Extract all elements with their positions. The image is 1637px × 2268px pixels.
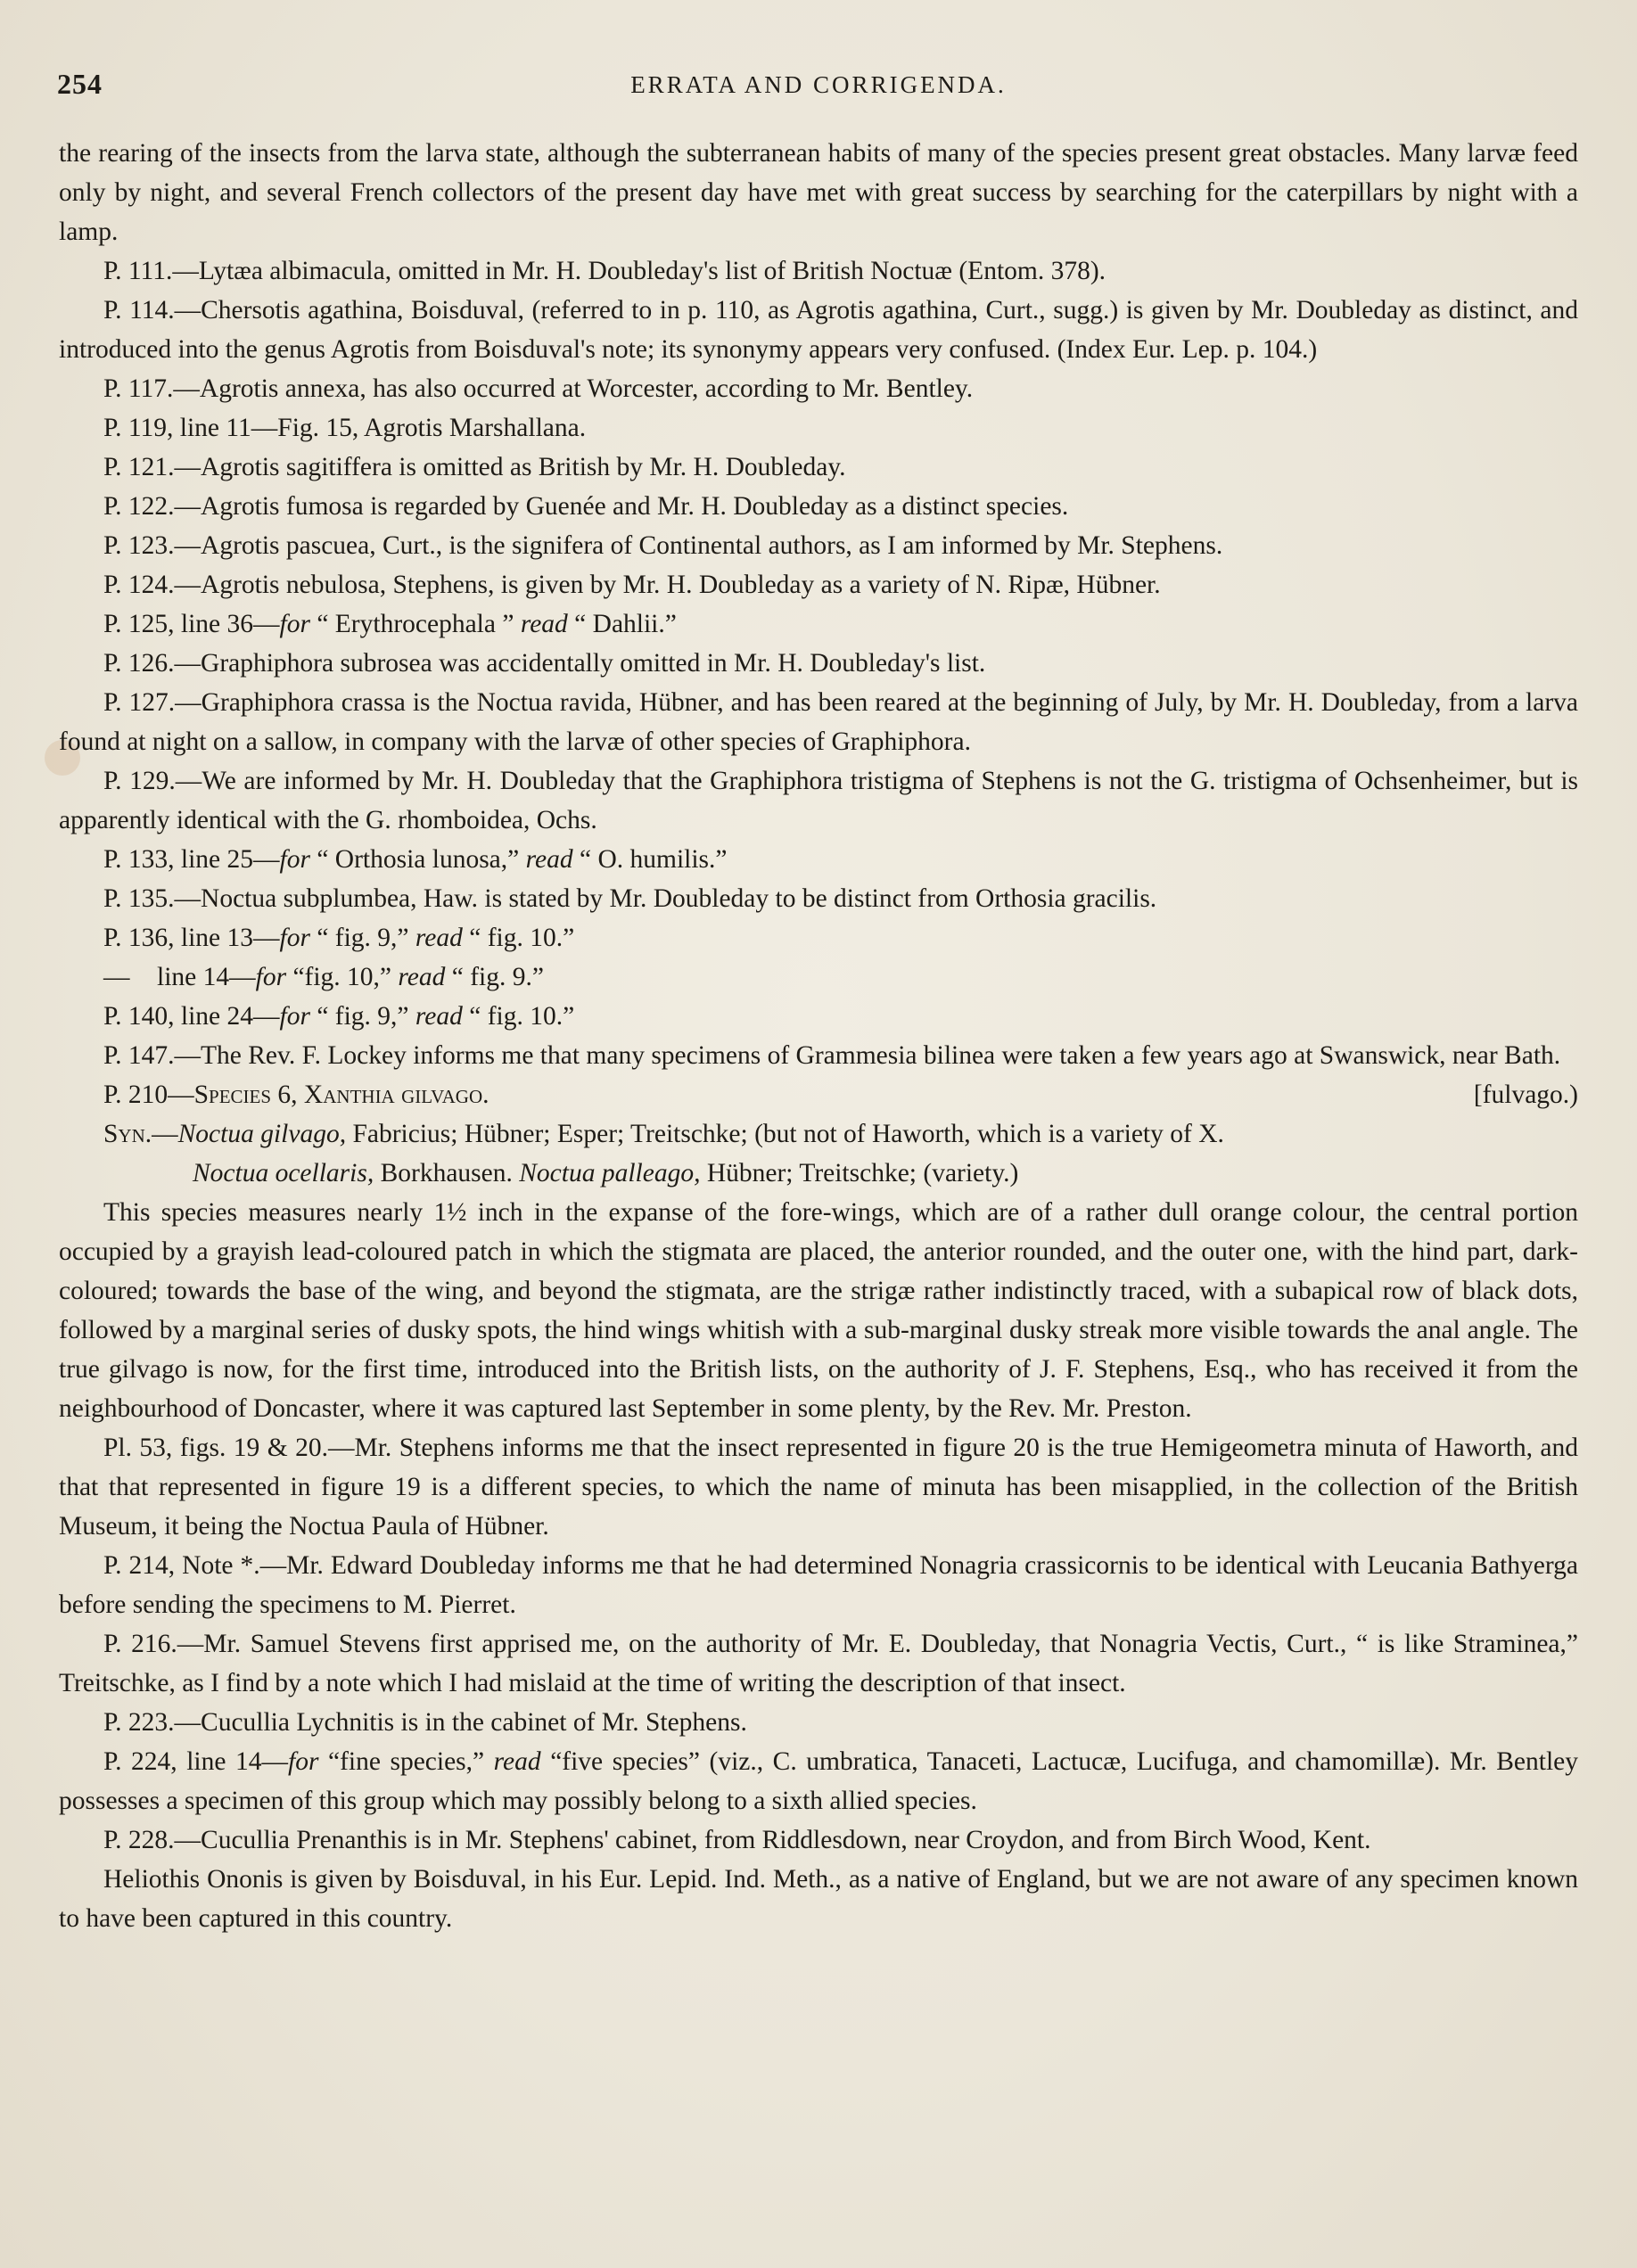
- read-word: read: [493, 1747, 541, 1776]
- entry-p124: P. 124.—Agrotis nebulosa, Stephens, is given by Mr. H. Doubleday as a variety of N. Ripæ, Hübner.: [103, 571, 1161, 599]
- syn-authors-2: Borkhausen.: [374, 1159, 520, 1187]
- entry-p119: P. 119, line 11—Fig. 15, Agrotis Marshallana.: [103, 414, 587, 442]
- read-word: read: [415, 1002, 463, 1031]
- read-word: read: [398, 963, 446, 991]
- entry-p126: P. 126.—Graphiphora subrosea was accidentally omitted in Mr. H. Doubleday's list.: [103, 649, 986, 678]
- entry-p133-ref: P. 133, line 25—: [103, 845, 280, 874]
- entry-pl53: Pl. 53, figs. 19 & 20.—Mr. Stephens informs me that the insect represented in figure 20 is the true Hemigeometra minuta of Haworth, and that that represented in figure 19 is a different species, to which the name of minuta has been misapplied, in the collection of the British Museum, it being the Noctua Paula of Hübner.: [59, 1434, 1578, 1541]
- syn-name-2: Noctua ocellaris,: [193, 1159, 374, 1187]
- syn-name-1: Noctua gilvago,: [177, 1120, 347, 1148]
- syn-authors-1: Fabricius; Hübner; Esper; Treitschke; (but not of Haworth, which is a variety of X.: [346, 1120, 1224, 1148]
- entry-p136-ref: P. 136, line 13—: [103, 924, 280, 952]
- entry-p136b-old: “fig. 10,”: [286, 963, 399, 991]
- page-number: 254: [57, 68, 103, 100]
- syn-label: Syn.—: [103, 1120, 178, 1148]
- entry-p111: P. 111.—Lytæa albimacula, omitted in Mr. H. Doubleday's list of British Noctuæ (Entom. 378).: [103, 257, 1106, 285]
- species-heading: Species 6, Xanthia gilvago.: [193, 1081, 489, 1109]
- errata-text: [59, 134, 1578, 1938]
- entry-p136-line14: [59, 957, 1578, 997]
- synonymy: [59, 1114, 1578, 1154]
- synonymy-continued: [59, 1154, 1578, 1193]
- entry-p140-new: “ fig. 10.”: [462, 1002, 575, 1031]
- entry-p228: P. 228.—Cucullia Prenanthis is in Mr. Stephens' cabinet, from Riddlesdown, near Croydon, and from Birch Wood, Kent.: [103, 1826, 1371, 1854]
- read-word: read: [415, 924, 463, 952]
- syn-authors-3: Hübner; Treitschke; (variety.): [700, 1159, 1019, 1187]
- entry-p125-old: “ Erythrocephala ”: [309, 610, 521, 638]
- fulvago-note: [fulvago.): [1473, 1081, 1578, 1109]
- paragraph-continuation: the rearing of the insects from the larva state, although the subterranean habits of many of the species present great obstacles. Many larvæ feed only by night, and several French collectors of the present day have met with great success by searching for the caterpillars by night with a lamp.: [59, 139, 1578, 246]
- entry-p125: [59, 604, 1578, 644]
- for-word: for: [279, 924, 310, 952]
- entry-p125-new: “ Dahlii.”: [567, 610, 677, 638]
- for-word: for: [288, 1747, 319, 1776]
- entry-p133: [59, 840, 1578, 879]
- entry-p129: P. 129.—We are informed by Mr. H. Doubleday that the Graphiphora tristigma of Stephens is not the G. tristigma of Ochsenheimer, but is apparently identical with the G. rhomboidea, Ochs.: [59, 767, 1578, 834]
- entry-p123: P. 123.—Agrotis pascuea, Curt., is the signifera of Continental authors, as I am informed by Mr. Stephens.: [103, 531, 1223, 560]
- for-word: for: [279, 1002, 310, 1031]
- entry-p136b-new: “ fig. 9.”: [445, 963, 544, 991]
- entry-p136b-ref: line 14—: [157, 963, 256, 991]
- entry-p133-old: “ Orthosia lunosa,”: [309, 845, 526, 874]
- entry-p210-ref: P. 210—: [103, 1081, 194, 1109]
- syn-name-3: Noctua palleago,: [519, 1159, 701, 1187]
- entry-p147: P. 147.—The Rev. F. Lockey informs me that many specimens of Grammesia bilinea were taken a few years ago at Swanswick, near Bath.: [103, 1041, 1561, 1070]
- entry-p122: P. 122.—Agrotis fumosa is regarded by Guenée and Mr. H. Doubleday as a distinct species.: [103, 492, 1069, 521]
- for-word: for: [279, 845, 310, 874]
- entry-p140: [59, 997, 1578, 1036]
- running-head: ERRATA AND CORRIGENDA.: [630, 71, 1007, 98]
- entry-p136-new: “ fig. 10.”: [462, 924, 575, 952]
- entry-p125-ref: P. 125, line 36—: [103, 610, 280, 638]
- entry-p127: P. 127.—Graphiphora crassa is the Noctua ravida, Hübner, and has been reared at the beginning of July, by Mr. H. Doubleday, from a larva found at night on a sallow, in company with the larvæ of other species of Graphiphora.: [59, 688, 1578, 756]
- for-word: for: [279, 610, 310, 638]
- entry-p136: [59, 918, 1578, 957]
- read-word: read: [525, 845, 573, 874]
- entry-p214: P. 214, Note *.—Mr. Edward Doubleday informs me that he had determined Nonagria crassicornis to be identical with Leucania Bathyerga before sending the specimens to M. Pierret.: [59, 1551, 1578, 1619]
- species-description: This species measures nearly 1½ inch in the expanse of the fore-wings, which are of a rather dull orange colour, the central portion occupied by a grayish lead-coloured patch in which the stigmata are placed, the anterior rounded, and the outer one, with the hind part, dark-coloured; towards the base of the wing, and beyond the stigmata, are the strigæ rather indistinctly traced, with a subapical row of black dots, followed by a marginal series of dusky spots, the hind wings whitish with a sub-marginal dusky streak more visible towards the anal angle. The true gilvago is now, for the first time, introduced into the British lists, on the authority of J. F. Stephens, Esq., who has received it from the neighbourhood of Doncaster, where it was captured last September in some plenty, by the Rev. Mr. Preston.: [59, 1198, 1578, 1423]
- entry-p224-ref: P. 224, line 14—: [103, 1747, 288, 1776]
- entry-p140-old: “ fig. 9,”: [309, 1002, 415, 1031]
- entry-p223: P. 223.—Cucullia Lychnitis is in the cabinet of Mr. Stephens.: [103, 1708, 747, 1737]
- entry-p135: P. 135.—Noctua subplumbea, Haw. is stated by Mr. Doubleday to be distinct from Orthosia gracilis.: [103, 884, 1157, 913]
- entry-p114: P. 114.—Chersotis agathina, Boisduval, (referred to in p. 110, as Agrotis agathina, Curt., sugg.) is given by Mr. Doubleday as distinct, and introduced into the genus Agrotis from Boisduval's note; its synonymy appears very confused. (Index Eur. Lep. p. 104.): [59, 296, 1578, 364]
- entry-p224: [59, 1742, 1578, 1820]
- entry-p117: P. 117.—Agrotis annexa, has also occurred at Worcester, according to Mr. Bentley.: [103, 374, 974, 403]
- for-word: for: [255, 963, 287, 991]
- page-header: [57, 68, 1580, 111]
- read-word: read: [520, 610, 568, 638]
- entry-p133-new: “ O. humilis.”: [572, 845, 728, 874]
- entry-p216: P. 216.—Mr. Samuel Stevens first apprised me, on the authority of Mr. E. Doubleday, that Nonagria Vectis, Curt., “ is like Straminea,” Treitschke, as I find by a note which I had mislaid at the time of writing the description of that insect.: [59, 1630, 1578, 1697]
- entry-p224-new: “five species” (viz., C. umbratica, Tanaceti, Lactucæ, Lucifuga, and chamomillæ). Mr. Bentley possesses a specimen of this group which may possibly belong to a sixth allied species.: [59, 1747, 1578, 1815]
- entry-p136-old: “ fig. 9,”: [309, 924, 415, 952]
- entry-p121: P. 121.—Agrotis sagitiffera is omitted as British by Mr. H. Doubleday.: [103, 453, 846, 481]
- ditto-dash: —: [103, 963, 130, 991]
- entry-p140-ref: P. 140, line 24—: [103, 1002, 280, 1031]
- entry-p224-old: “fine species,”: [318, 1747, 494, 1776]
- entry-heliothis: Heliothis Ononis is given by Boisduval, in his Eur. Lepid. Ind. Meth., as a native of England, but we are not aware of any specimen known to have been captured in this country.: [59, 1865, 1578, 1933]
